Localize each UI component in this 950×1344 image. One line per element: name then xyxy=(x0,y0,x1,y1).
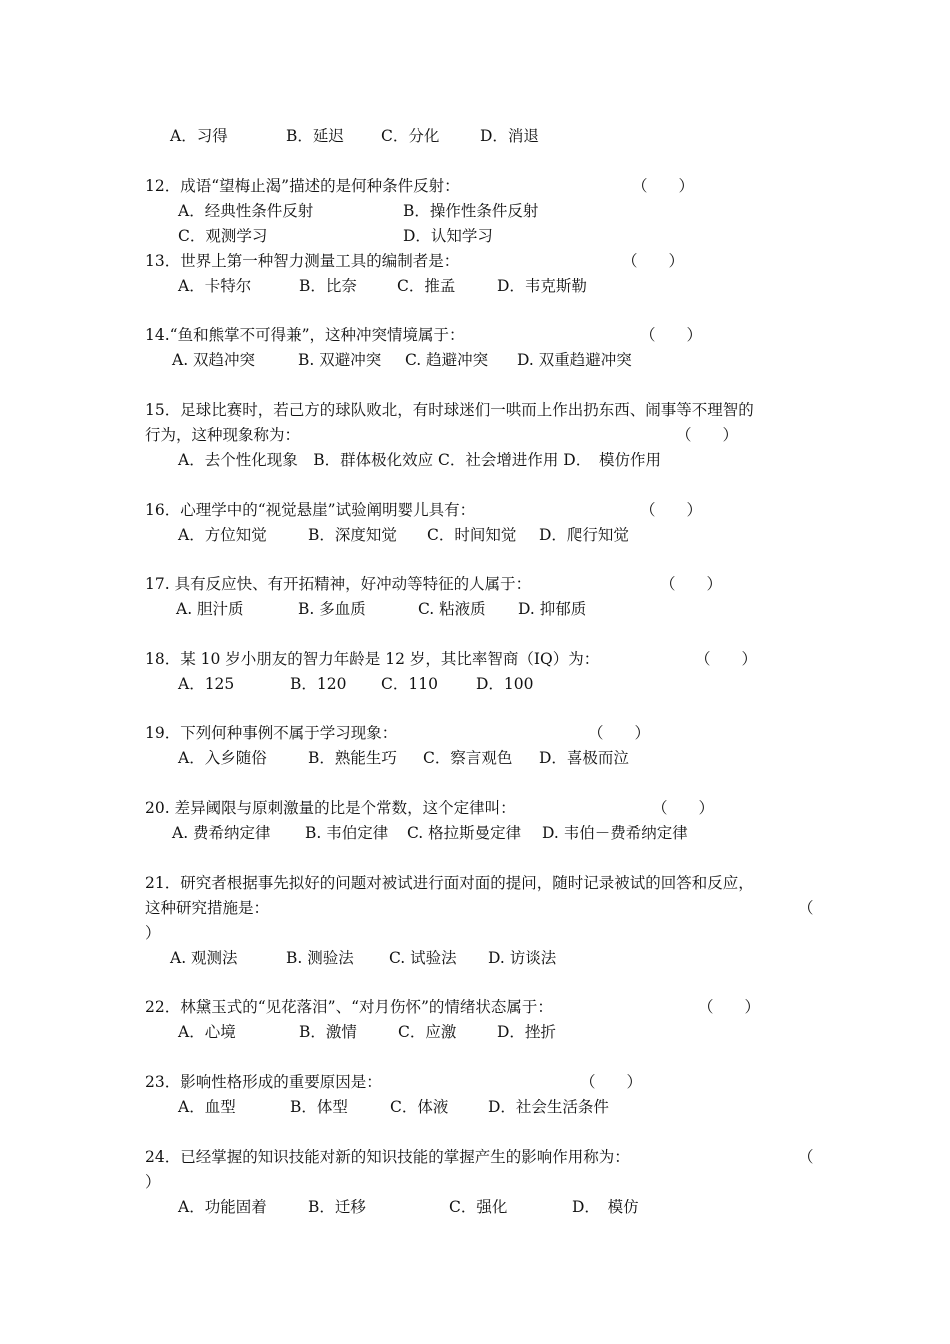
q24-stem-2: ） xyxy=(145,1173,161,1191)
q22-opts-option-1: B．激情 xyxy=(299,1023,357,1041)
q11-opts-option-3: D．消退 xyxy=(480,127,539,145)
q11-opts-option-2: C．分化 xyxy=(381,127,440,145)
q13-stem-answer-blank: （ ） xyxy=(622,252,685,270)
q19-stem: 19．下列何种事例不属于学习现象： xyxy=(145,724,398,742)
q12-stem-answer-blank: （ ） xyxy=(632,177,695,195)
q16-opts-option-0: A．方位知觉 xyxy=(178,526,267,544)
q15-stem-2-answer-blank: （ ） xyxy=(676,426,739,444)
q21-stem-2-answer-blank: （ xyxy=(798,899,814,917)
q16-opts-option-1: B．深度知觉 xyxy=(308,526,397,544)
q22-stem-answer-blank: （ ） xyxy=(698,998,761,1016)
q13-opts-option-2: C．推孟 xyxy=(397,277,456,295)
q12-opts-1-option-0: A．经典性条件反射 xyxy=(178,202,314,220)
q12-opts-2-option-0: C．观测学习 xyxy=(178,227,268,245)
q23-stem: 23．影响性格形成的重要原因是： xyxy=(145,1073,382,1091)
q14-stem: 14.“鱼和熊掌不可得兼”，这种冲突情境属于： xyxy=(145,326,465,344)
q12-stem: 12．成语“望梅止渴”描述的是何种条件反射： xyxy=(145,177,460,195)
q17-opts-option-2: C. 粘液质 xyxy=(418,600,486,618)
q16-stem: 16．心理学中的“视觉悬崖”试验阐明婴儿具有： xyxy=(145,501,476,519)
q14-stem-answer-blank: （ ） xyxy=(640,326,703,344)
q14-opts-option-3: D. 双重趋避冲突 xyxy=(517,351,632,369)
q22-opts-option-2: C．应激 xyxy=(398,1023,457,1041)
q18-opts-option-2: C．110 xyxy=(381,675,438,693)
q19-opts-option-1: B．熟能生巧 xyxy=(308,749,397,767)
q21-opts-option-1: B. 测验法 xyxy=(286,949,354,967)
q21-stem-3: ） xyxy=(145,924,161,942)
q18-opts-option-3: D．100 xyxy=(476,675,534,693)
q14-opts-option-0: A. 双趋冲突 xyxy=(172,351,256,369)
q15-stem-1: 15．足球比赛时，若己方的球队败北，有时球迷们一哄而上作出扔东西、闹事等不理智的 xyxy=(145,401,754,419)
q16-opts-option-3: D．爬行知觉 xyxy=(539,526,629,544)
q17-stem-answer-blank: （ ） xyxy=(660,575,723,593)
q20-stem-answer-blank: （ ） xyxy=(652,799,715,817)
q20-stem: 20. 差异阈限与原刺激量的比是个常数，这个定律叫： xyxy=(145,799,516,817)
q17-opts-option-0: A. 胆汁质 xyxy=(176,600,244,618)
q19-opts-option-3: D．喜极而泣 xyxy=(539,749,629,767)
q24-stem-answer-blank: （ xyxy=(798,1148,814,1166)
q20-opts-option-1: B. 韦伯定律 xyxy=(305,824,389,842)
q19-stem-answer-blank: （ ） xyxy=(588,724,651,742)
q11-opts-option-0: A．习得 xyxy=(170,127,228,145)
q14-opts-option-1: B. 双避冲突 xyxy=(298,351,382,369)
q24-opts-option-2: C．强化 xyxy=(449,1198,508,1216)
q11-opts-option-1: B．延迟 xyxy=(286,127,344,145)
q12-opts-1-option-1: B．操作性条件反射 xyxy=(403,202,539,220)
q21-opts-option-2: C. 试验法 xyxy=(389,949,457,967)
q16-stem-answer-blank: （ ） xyxy=(640,501,703,519)
q19-opts-option-0: A．入乡随俗 xyxy=(178,749,267,767)
q23-opts-option-3: D．社会生活条件 xyxy=(488,1098,609,1116)
q23-opts-option-2: C．体液 xyxy=(390,1098,449,1116)
q23-opts-option-1: B．体型 xyxy=(290,1098,348,1116)
q20-opts-option-0: A. 费希纳定律 xyxy=(172,824,271,842)
q23-stem-answer-blank: （ ） xyxy=(580,1073,643,1091)
q12-opts-2-option-1: D．认知学习 xyxy=(403,227,493,245)
q13-opts-option-0: A．卡特尔 xyxy=(178,277,252,295)
q24-opts-option-1: B．迁移 xyxy=(308,1198,366,1216)
q13-opts-option-3: D．韦克斯勒 xyxy=(497,277,587,295)
q20-opts-option-3: D. 韦伯－费希纳定律 xyxy=(542,824,688,842)
q24-stem: 24．已经掌握的知识技能对新的知识技能的掌握产生的影响作用称为： xyxy=(145,1148,630,1166)
q17-opts-option-1: B. 多血质 xyxy=(298,600,366,618)
q20-opts-option-2: C. 格拉斯曼定律 xyxy=(407,824,522,842)
q23-opts-option-0: A．血型 xyxy=(178,1098,236,1116)
q18-opts-option-1: B．120 xyxy=(290,675,347,693)
q21-stem-2: 这种研究措施是： xyxy=(145,899,270,917)
q18-opts-option-0: A．125 xyxy=(178,675,235,693)
q21-opts-option-0: A. 观测法 xyxy=(170,949,238,967)
q22-opts-option-3: D．挫折 xyxy=(497,1023,556,1041)
q16-opts-option-2: C．时间知觉 xyxy=(427,526,517,544)
q22-opts-option-0: A．心境 xyxy=(178,1023,236,1041)
q24-opts-option-3: D． 模仿 xyxy=(572,1198,639,1216)
q15-stem-2: 行为，这种现象称为： xyxy=(145,426,301,444)
q21-opts-option-3: D. 访谈法 xyxy=(488,949,557,967)
q18-stem: 18．某 10 岁小朋友的智力年龄是 12 岁，其比率智商（IQ）为： xyxy=(145,650,600,668)
q18-stem-answer-blank: （ ） xyxy=(695,650,758,668)
q17-stem: 17. 具有反应快、有开拓精神，好冲动等特征的人属于： xyxy=(145,575,532,593)
q19-opts-option-2: C．察言观色 xyxy=(423,749,513,767)
q13-stem: 13．世界上第一种智力测量工具的编制者是： xyxy=(145,252,460,270)
q22-stem: 22．林黛玉式的“见花落泪”、“对月伤怀”的情绪状态属于： xyxy=(145,998,553,1016)
q13-opts-option-1: B．比奈 xyxy=(299,277,357,295)
q15-opts-option-0: A．去个性化现象 B．群体极化效应 C．社会增进作用 D． 模仿作用 xyxy=(178,451,661,469)
q17-opts-option-3: D. 抑郁质 xyxy=(518,600,587,618)
q14-opts-option-2: C. 趋避冲突 xyxy=(405,351,489,369)
q24-opts-option-0: A．功能固着 xyxy=(178,1198,267,1216)
q21-stem-1: 21．研究者根据事先拟好的问题对被试进行面对面的提问，随时记录被试的回答和反应， xyxy=(145,874,754,892)
